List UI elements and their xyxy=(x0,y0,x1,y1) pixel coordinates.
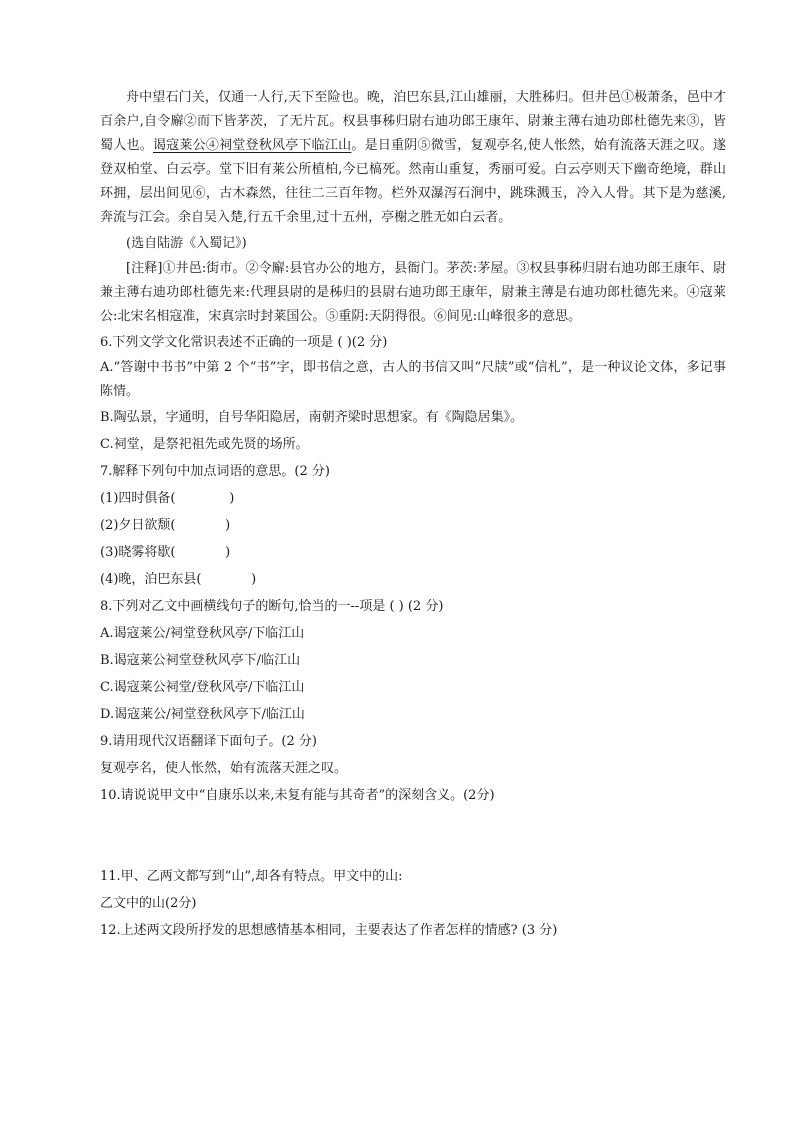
q9-sentence: 复观亭名，使人怅然，始有流落天涯之叹。 xyxy=(100,761,348,776)
source-citation: (选自陆游《入蜀记》) xyxy=(126,236,247,251)
q6-stem: 6.下列文学文化常识表述不正确的一项是 ( )(2 分) xyxy=(100,335,388,350)
annotations xyxy=(100,257,726,329)
q11-line2: 乙文中的山(2分) xyxy=(100,896,197,911)
q8-option-a: A.谒寇莱公/祠堂登秋风亭/下临江山 xyxy=(100,626,305,641)
q11-line1: 11.甲、乙两文都写到“山”,却各有特点。甲文中的山: xyxy=(100,869,403,884)
annotations-text: [注释]①井邑:街市。②令廨:县官办公的地方，县衙门。茅茨:茅屋。③权县事秭归尉右迪功郎王康年、尉兼主薄右迪功郎杜德先来:代理县尉的是秭归的县尉右迪功郎王康年，尉兼主薄是右迪功郎杜德先来。④寇莱公:北宋名相寇准，宋真宗时封莱国公。⑤重阴:天阴得很。⑥间见:山峰很多的意思。 xyxy=(100,261,726,324)
passage-part1: 舟中望石门关，仅通一人行,天下至险也。晚，泊巴东县,江山雄丽，大胜秭归。但井邑①极萧条，邑中才百余户,自令廨②而下皆茅茨，了无片瓦。权县事秭归尉右迪功郎王康年、尉兼主薄右迪功郎杜德先来③，皆蜀人也。 xyxy=(100,90,726,153)
document-content xyxy=(100,86,726,944)
q8-option-c: C.谒寇莱公祠堂/登秋风亭/下临江山 xyxy=(100,680,305,695)
answer-space xyxy=(100,809,726,863)
q7-stem: 7.解释下列句中加点词语的意思。(2 分) xyxy=(100,464,330,479)
q9-stem: 9.请用现代汉语翻译下面句子。(2 分) xyxy=(100,734,317,749)
q8-option-d: D.谒寇莱公/祠堂登秋风亭下/临江山 xyxy=(100,707,305,722)
q10-stem: 10.请说说甲文中“自康乐以来,未复有能与其奇者”的深刻含义。(2分) xyxy=(100,788,495,803)
underlined-sentence: 谒寇莱公④祠堂登秋风亭下临江山 xyxy=(152,138,352,153)
q8-stem: 8.下列对乙文中画横线句子的断句,恰当的一--项是 ( ) (2 分) xyxy=(100,599,444,614)
q6-option-c: C.祠堂，是祭祀祖先或先贤的场所。 xyxy=(100,437,309,452)
passage-paragraph xyxy=(100,86,726,230)
q12-stem: 12.上述两文段所抒发的思想感情基本相同，主要表达了作者怎样的情感? (3 分) xyxy=(100,923,558,938)
q7-item-4: (4)晚，泊巴东县( ) xyxy=(100,572,257,587)
q6-option-b: B.陶弘景，字通明，自号华阳隐居，南朝齐梁时思想家。有《陶隐居集》。 xyxy=(100,410,524,425)
q7-item-1: (1)四时俱备( ) xyxy=(100,491,235,506)
q6-option-a: A.“答谢中书书”中第 2 个“书”字，即书信之意，古人的书信又叫“尺牍”或“信札”，是一种议论文体，多记事陈情。 xyxy=(100,360,726,399)
passage-part2: 。是日重阴⑤微雪，复观亭名,使人怅然，始有流落天涯之叹。遂登双柏堂、白云亭。堂下旧有莱公所植柏,今已槁死。然南山重复，秀丽可爱。白云亭则天下幽奇绝境，群山环拥，层出间见⑥，古木森然，往往二三百年物。栏外双瀑泻石涧中，跳珠溅玉，冷入人骨。其下是为慈溪,奔流与江会。余自吴入楚,行五千余里,过十五州，亭榭之胜无如白云者。 xyxy=(100,138,726,225)
q7-item-2: (2)夕日欲颓( ) xyxy=(100,518,231,533)
q7-item-3: (3)晓雾将歇( ) xyxy=(100,545,231,560)
q8-option-b: B.谒寇莱公祠堂登秋风亭下/临江山 xyxy=(100,653,301,668)
